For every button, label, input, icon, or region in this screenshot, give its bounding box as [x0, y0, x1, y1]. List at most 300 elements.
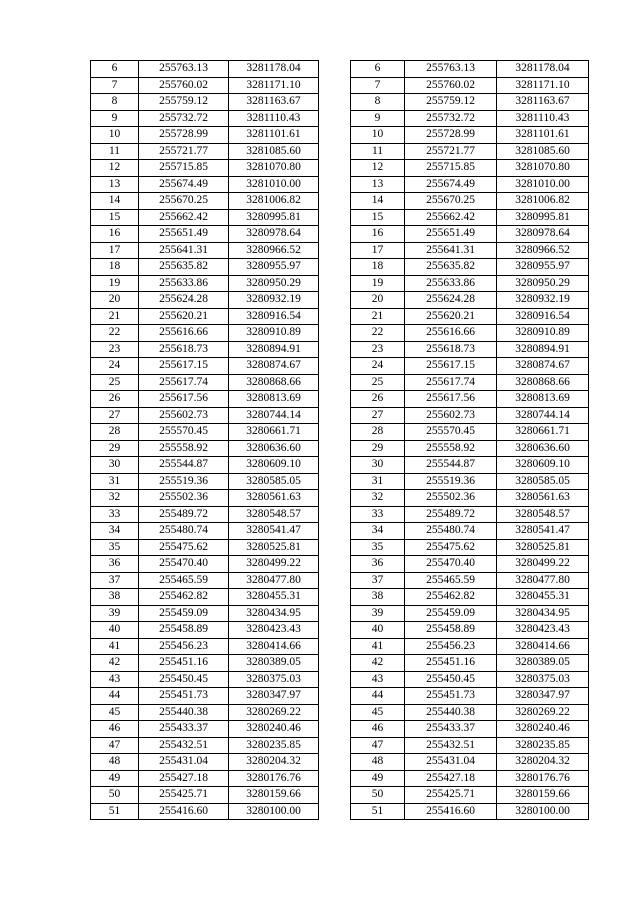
x-coordinate-cell: 255602.73 [405, 407, 497, 424]
x-coordinate-cell: 255451.73 [139, 688, 229, 705]
y-coordinate-cell: 3280455.31 [497, 589, 589, 606]
table-row [91, 589, 319, 606]
point-number-cell: 8 [91, 94, 139, 111]
point-number-cell: 48 [351, 754, 405, 771]
table-row [351, 160, 589, 177]
point-number-cell: 51 [91, 803, 139, 820]
table-row [91, 655, 319, 672]
table-row [351, 127, 589, 144]
point-number-cell: 16 [91, 226, 139, 243]
x-coordinate-cell: 255450.45 [405, 671, 497, 688]
table-row [91, 787, 319, 804]
y-coordinate-cell: 3280477.80 [229, 572, 319, 589]
table-row [91, 572, 319, 589]
table-row [91, 539, 319, 556]
x-coordinate-cell: 255602.73 [139, 407, 229, 424]
x-coordinate-cell: 255416.60 [405, 803, 497, 820]
table-row [91, 94, 319, 111]
x-coordinate-cell: 255624.28 [405, 292, 497, 309]
table-row [351, 803, 589, 820]
y-coordinate-cell: 3280240.46 [229, 721, 319, 738]
point-number-cell: 23 [351, 341, 405, 358]
x-coordinate-cell: 255431.04 [139, 754, 229, 771]
x-coordinate-cell: 255651.49 [139, 226, 229, 243]
x-coordinate-cell: 255732.72 [405, 110, 497, 127]
y-coordinate-cell: 3280525.81 [229, 539, 319, 556]
y-coordinate-cell: 3280874.67 [229, 358, 319, 375]
point-number-cell: 46 [351, 721, 405, 738]
table-row [351, 77, 589, 94]
point-number-cell: 34 [351, 523, 405, 540]
point-number-cell: 34 [91, 523, 139, 540]
point-number-cell: 13 [351, 176, 405, 193]
table-row [351, 374, 589, 391]
table-row [351, 589, 589, 606]
table-row [91, 407, 319, 424]
x-coordinate-cell: 255470.40 [139, 556, 229, 573]
x-coordinate-cell: 255635.82 [139, 259, 229, 276]
table-body [351, 61, 589, 820]
table-row [91, 325, 319, 342]
y-coordinate-cell: 3280661.71 [497, 424, 589, 441]
y-coordinate-cell: 3280950.29 [497, 275, 589, 292]
x-coordinate-cell: 255450.45 [139, 671, 229, 688]
point-number-cell: 18 [351, 259, 405, 276]
x-coordinate-cell: 255728.99 [405, 127, 497, 144]
table-row [351, 737, 589, 754]
point-number-cell: 41 [91, 638, 139, 655]
y-coordinate-cell: 3280874.67 [497, 358, 589, 375]
point-number-cell: 17 [91, 242, 139, 259]
y-coordinate-cell: 3281171.10 [497, 77, 589, 94]
point-number-cell: 22 [351, 325, 405, 342]
y-coordinate-cell: 3281006.82 [497, 193, 589, 210]
point-number-cell: 11 [91, 143, 139, 160]
y-coordinate-cell: 3280235.85 [229, 737, 319, 754]
y-coordinate-cell: 3280609.10 [497, 457, 589, 474]
point-number-cell: 43 [351, 671, 405, 688]
point-number-cell: 6 [351, 61, 405, 78]
point-number-cell: 48 [91, 754, 139, 771]
y-coordinate-cell: 3281085.60 [497, 143, 589, 160]
y-coordinate-cell: 3280375.03 [229, 671, 319, 688]
x-coordinate-cell: 255458.89 [139, 622, 229, 639]
y-coordinate-cell: 3280916.54 [229, 308, 319, 325]
x-coordinate-cell: 255662.42 [405, 209, 497, 226]
point-number-cell: 18 [91, 259, 139, 276]
table-row [91, 242, 319, 259]
y-coordinate-cell: 3280375.03 [497, 671, 589, 688]
table-row [351, 539, 589, 556]
x-coordinate-cell: 255674.49 [139, 176, 229, 193]
point-number-cell: 25 [91, 374, 139, 391]
y-coordinate-cell: 3281085.60 [229, 143, 319, 160]
table-row [351, 671, 589, 688]
table-row [351, 605, 589, 622]
table-row [351, 209, 589, 226]
point-number-cell: 36 [91, 556, 139, 573]
point-number-cell: 29 [351, 440, 405, 457]
point-number-cell: 42 [91, 655, 139, 672]
y-coordinate-cell: 3280176.76 [497, 770, 589, 787]
x-coordinate-cell: 255620.21 [405, 308, 497, 325]
table-row [91, 209, 319, 226]
table-row [91, 61, 319, 78]
x-coordinate-cell: 255462.82 [405, 589, 497, 606]
table-row [351, 523, 589, 540]
table-row [91, 275, 319, 292]
y-coordinate-cell: 3280423.43 [229, 622, 319, 639]
x-coordinate-cell: 255431.04 [405, 754, 497, 771]
point-number-cell: 10 [351, 127, 405, 144]
y-coordinate-cell: 3280966.52 [497, 242, 589, 259]
y-coordinate-cell: 3280561.63 [497, 490, 589, 507]
table-row [91, 391, 319, 408]
point-number-cell: 45 [91, 704, 139, 721]
point-number-cell: 31 [91, 473, 139, 490]
table-row [351, 242, 589, 259]
x-coordinate-cell: 255459.09 [139, 605, 229, 622]
y-coordinate-cell: 3280159.66 [497, 787, 589, 804]
y-coordinate-cell: 3280455.31 [229, 589, 319, 606]
y-coordinate-cell: 3280414.66 [229, 638, 319, 655]
point-number-cell: 50 [351, 787, 405, 804]
table-row [351, 407, 589, 424]
x-coordinate-cell: 255470.40 [405, 556, 497, 573]
x-coordinate-cell: 255651.49 [405, 226, 497, 243]
table-row [351, 424, 589, 441]
table-row [351, 259, 589, 276]
y-coordinate-cell: 3281070.80 [497, 160, 589, 177]
table-row [91, 473, 319, 490]
y-coordinate-cell: 3281163.67 [497, 94, 589, 111]
x-coordinate-cell: 255432.51 [139, 737, 229, 754]
point-number-cell: 32 [91, 490, 139, 507]
point-number-cell: 37 [351, 572, 405, 589]
point-number-cell: 30 [91, 457, 139, 474]
table-row [351, 440, 589, 457]
table-row [91, 226, 319, 243]
x-coordinate-cell: 255425.71 [139, 787, 229, 804]
table-row [351, 770, 589, 787]
y-coordinate-cell: 3280966.52 [229, 242, 319, 259]
table-row [351, 341, 589, 358]
point-number-cell: 14 [91, 193, 139, 210]
table-row [351, 473, 589, 490]
point-number-cell: 19 [91, 275, 139, 292]
point-number-cell: 41 [351, 638, 405, 655]
x-coordinate-cell: 255416.60 [139, 803, 229, 820]
x-coordinate-cell: 255427.18 [405, 770, 497, 787]
point-number-cell: 24 [351, 358, 405, 375]
point-number-cell: 39 [351, 605, 405, 622]
table-row [91, 424, 319, 441]
x-coordinate-cell: 255558.92 [139, 440, 229, 457]
x-coordinate-cell: 255432.51 [405, 737, 497, 754]
x-coordinate-cell: 255763.13 [139, 61, 229, 78]
point-number-cell: 21 [351, 308, 405, 325]
table-row [351, 506, 589, 523]
y-coordinate-cell: 3280661.71 [229, 424, 319, 441]
x-coordinate-cell: 255721.77 [139, 143, 229, 160]
x-coordinate-cell: 255544.87 [139, 457, 229, 474]
point-number-cell: 44 [91, 688, 139, 705]
table-row [91, 721, 319, 738]
point-number-cell: 38 [91, 589, 139, 606]
point-number-cell: 26 [351, 391, 405, 408]
x-coordinate-cell: 255635.82 [405, 259, 497, 276]
x-coordinate-cell: 255641.31 [405, 242, 497, 259]
table-row [91, 127, 319, 144]
y-coordinate-cell: 3280176.76 [229, 770, 319, 787]
table-row [91, 457, 319, 474]
table-row [351, 457, 589, 474]
point-number-cell: 27 [91, 407, 139, 424]
x-coordinate-cell: 255670.25 [405, 193, 497, 210]
point-number-cell: 37 [91, 572, 139, 589]
y-coordinate-cell: 3280813.69 [497, 391, 589, 408]
x-coordinate-cell: 255425.71 [405, 787, 497, 804]
point-number-cell: 49 [91, 770, 139, 787]
y-coordinate-cell: 3281178.04 [229, 61, 319, 78]
x-coordinate-cell: 255624.28 [139, 292, 229, 309]
y-coordinate-cell: 3281110.43 [229, 110, 319, 127]
table-row [91, 803, 319, 820]
x-coordinate-cell: 255427.18 [139, 770, 229, 787]
y-coordinate-cell: 3280916.54 [497, 308, 589, 325]
table-row [351, 622, 589, 639]
point-number-cell: 16 [351, 226, 405, 243]
x-coordinate-cell: 255489.72 [139, 506, 229, 523]
table-body [91, 61, 319, 820]
point-number-cell: 40 [351, 622, 405, 639]
table-row [91, 110, 319, 127]
point-number-cell: 51 [351, 803, 405, 820]
x-coordinate-cell: 255618.73 [139, 341, 229, 358]
x-coordinate-cell: 255570.45 [139, 424, 229, 441]
point-number-cell: 15 [351, 209, 405, 226]
y-coordinate-cell: 3280434.95 [229, 605, 319, 622]
point-number-cell: 40 [91, 622, 139, 639]
table-row [91, 341, 319, 358]
y-coordinate-cell: 3280541.47 [229, 523, 319, 540]
y-coordinate-cell: 3280525.81 [497, 539, 589, 556]
point-number-cell: 42 [351, 655, 405, 672]
table-row [351, 721, 589, 738]
table-row [91, 671, 319, 688]
table-row [351, 226, 589, 243]
x-coordinate-cell: 255456.23 [139, 638, 229, 655]
y-coordinate-cell: 3280609.10 [229, 457, 319, 474]
y-coordinate-cell: 3280100.00 [497, 803, 589, 820]
table-row [91, 688, 319, 705]
point-number-cell: 33 [351, 506, 405, 523]
y-coordinate-cell: 3280423.43 [497, 622, 589, 639]
y-coordinate-cell: 3280585.05 [229, 473, 319, 490]
point-number-cell: 28 [351, 424, 405, 441]
table-row [351, 143, 589, 160]
point-number-cell: 20 [91, 292, 139, 309]
y-coordinate-cell: 3281070.80 [229, 160, 319, 177]
y-coordinate-cell: 3280978.64 [497, 226, 589, 243]
x-coordinate-cell: 255617.15 [139, 358, 229, 375]
table-row [91, 523, 319, 540]
y-coordinate-cell: 3281101.61 [497, 127, 589, 144]
y-coordinate-cell: 3280868.66 [497, 374, 589, 391]
table-row [91, 440, 319, 457]
y-coordinate-cell: 3280204.32 [229, 754, 319, 771]
point-number-cell: 47 [351, 737, 405, 754]
table-row [91, 506, 319, 523]
point-number-cell: 50 [91, 787, 139, 804]
x-coordinate-cell: 255456.23 [405, 638, 497, 655]
x-coordinate-cell: 255617.15 [405, 358, 497, 375]
x-coordinate-cell: 255480.74 [139, 523, 229, 540]
table-row [351, 176, 589, 193]
x-coordinate-cell: 255641.31 [139, 242, 229, 259]
point-number-cell: 27 [351, 407, 405, 424]
x-coordinate-cell: 255544.87 [405, 457, 497, 474]
table-row [351, 490, 589, 507]
point-number-cell: 45 [351, 704, 405, 721]
x-coordinate-cell: 255617.74 [139, 374, 229, 391]
x-coordinate-cell: 255721.77 [405, 143, 497, 160]
y-coordinate-cell: 3280932.19 [229, 292, 319, 309]
y-coordinate-cell: 3280995.81 [497, 209, 589, 226]
table-row [351, 110, 589, 127]
x-coordinate-cell: 255715.85 [405, 160, 497, 177]
x-coordinate-cell: 255459.09 [405, 605, 497, 622]
point-number-cell: 28 [91, 424, 139, 441]
point-number-cell: 17 [351, 242, 405, 259]
table-row [351, 572, 589, 589]
point-number-cell: 12 [351, 160, 405, 177]
point-number-cell: 21 [91, 308, 139, 325]
point-number-cell: 46 [91, 721, 139, 738]
point-number-cell: 49 [351, 770, 405, 787]
point-number-cell: 19 [351, 275, 405, 292]
y-coordinate-cell: 3281171.10 [229, 77, 319, 94]
x-coordinate-cell: 255670.25 [139, 193, 229, 210]
x-coordinate-cell: 255433.37 [405, 721, 497, 738]
table-row [351, 556, 589, 573]
y-coordinate-cell: 3280477.80 [497, 572, 589, 589]
point-number-cell: 10 [91, 127, 139, 144]
point-number-cell: 6 [91, 61, 139, 78]
point-number-cell: 36 [351, 556, 405, 573]
y-coordinate-cell: 3280548.57 [497, 506, 589, 523]
y-coordinate-cell: 3280100.00 [229, 803, 319, 820]
x-coordinate-cell: 255759.12 [405, 94, 497, 111]
x-coordinate-cell: 255458.89 [405, 622, 497, 639]
point-number-cell: 43 [91, 671, 139, 688]
point-number-cell: 22 [91, 325, 139, 342]
table-row [91, 292, 319, 309]
point-number-cell: 9 [91, 110, 139, 127]
table-row [91, 754, 319, 771]
y-coordinate-cell: 3280347.97 [497, 688, 589, 705]
table-row [351, 787, 589, 804]
y-coordinate-cell: 3280269.22 [229, 704, 319, 721]
table-row [351, 655, 589, 672]
table-row [351, 308, 589, 325]
point-number-cell: 32 [351, 490, 405, 507]
y-coordinate-cell: 3280240.46 [497, 721, 589, 738]
y-coordinate-cell: 3280910.89 [229, 325, 319, 342]
coordinate-table-right [350, 60, 589, 820]
x-coordinate-cell: 255759.12 [139, 94, 229, 111]
y-coordinate-cell: 3280894.91 [229, 341, 319, 358]
point-number-cell: 20 [351, 292, 405, 309]
table-row [351, 94, 589, 111]
table-row [351, 688, 589, 705]
x-coordinate-cell: 255465.59 [405, 572, 497, 589]
x-coordinate-cell: 255732.72 [139, 110, 229, 127]
table-row [91, 374, 319, 391]
table-row [91, 737, 319, 754]
x-coordinate-cell: 255451.16 [405, 655, 497, 672]
point-number-cell: 33 [91, 506, 139, 523]
y-coordinate-cell: 3280269.22 [497, 704, 589, 721]
y-coordinate-cell: 3281101.61 [229, 127, 319, 144]
y-coordinate-cell: 3280159.66 [229, 787, 319, 804]
table-row [351, 358, 589, 375]
y-coordinate-cell: 3280894.91 [497, 341, 589, 358]
table-row [91, 704, 319, 721]
x-coordinate-cell: 255465.59 [139, 572, 229, 589]
x-coordinate-cell: 255451.73 [405, 688, 497, 705]
table-row [91, 143, 319, 160]
y-coordinate-cell: 3280499.22 [497, 556, 589, 573]
y-coordinate-cell: 3280868.66 [229, 374, 319, 391]
x-coordinate-cell: 255475.62 [405, 539, 497, 556]
table-row [351, 391, 589, 408]
point-number-cell: 26 [91, 391, 139, 408]
y-coordinate-cell: 3280932.19 [497, 292, 589, 309]
point-number-cell: 31 [351, 473, 405, 490]
table-row [351, 275, 589, 292]
x-coordinate-cell: 255760.02 [405, 77, 497, 94]
x-coordinate-cell: 255440.38 [139, 704, 229, 721]
point-number-cell: 44 [351, 688, 405, 705]
table-row [91, 605, 319, 622]
y-coordinate-cell: 3280561.63 [229, 490, 319, 507]
x-coordinate-cell: 255760.02 [139, 77, 229, 94]
x-coordinate-cell: 255662.42 [139, 209, 229, 226]
x-coordinate-cell: 255519.36 [139, 473, 229, 490]
x-coordinate-cell: 255633.86 [139, 275, 229, 292]
y-coordinate-cell: 3280414.66 [497, 638, 589, 655]
table-row [91, 176, 319, 193]
y-coordinate-cell: 3280955.97 [229, 259, 319, 276]
y-coordinate-cell: 3281010.00 [229, 176, 319, 193]
table-row [351, 325, 589, 342]
x-coordinate-cell: 255451.16 [139, 655, 229, 672]
table-row [91, 490, 319, 507]
point-number-cell: 7 [351, 77, 405, 94]
y-coordinate-cell: 3280585.05 [497, 473, 589, 490]
x-coordinate-cell: 255617.56 [405, 391, 497, 408]
y-coordinate-cell: 3280389.05 [229, 655, 319, 672]
point-number-cell: 7 [91, 77, 139, 94]
point-number-cell: 11 [351, 143, 405, 160]
point-number-cell: 9 [351, 110, 405, 127]
point-number-cell: 8 [351, 94, 405, 111]
x-coordinate-cell: 255674.49 [405, 176, 497, 193]
y-coordinate-cell: 3280636.60 [497, 440, 589, 457]
point-number-cell: 13 [91, 176, 139, 193]
point-number-cell: 47 [91, 737, 139, 754]
